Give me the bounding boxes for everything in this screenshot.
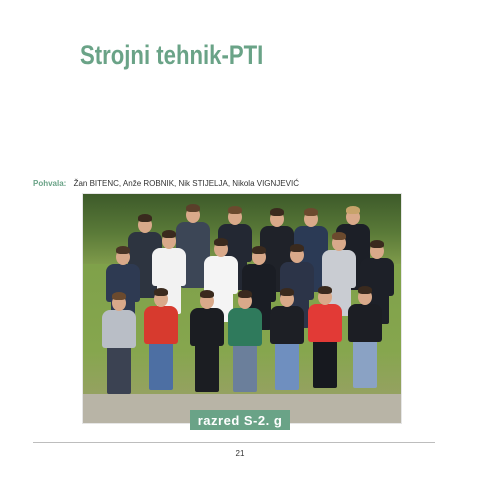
page-title: Strojni tehnik-PTI — [80, 40, 264, 70]
footer-rule — [33, 442, 435, 443]
student-hair — [162, 230, 176, 238]
student-legs — [107, 346, 131, 394]
class-photo — [82, 193, 402, 424]
student-hair — [214, 238, 228, 246]
student-legs — [353, 340, 377, 388]
student-figure — [187, 290, 227, 400]
student-legs — [313, 340, 337, 388]
student-figure — [225, 290, 265, 400]
student-hair — [200, 290, 214, 298]
student-torso — [144, 306, 178, 344]
praise-line — [33, 179, 299, 188]
student-hair — [304, 208, 318, 216]
student-figure — [267, 288, 307, 398]
student-hair — [370, 240, 384, 248]
student-figure — [305, 286, 345, 396]
student-hair — [228, 206, 242, 214]
student-torso — [152, 248, 186, 286]
student-hair — [154, 288, 168, 296]
student-figure — [99, 292, 139, 402]
class-caption: razred S-2. g — [190, 410, 290, 430]
student-torso — [270, 306, 304, 344]
student-torso — [204, 256, 238, 294]
student-figure — [345, 286, 385, 396]
student-hair — [346, 206, 360, 214]
student-torso — [322, 250, 356, 288]
student-legs — [195, 344, 219, 392]
praise-label: Pohvala: — [33, 179, 67, 188]
student-hair — [112, 292, 126, 300]
student-hair — [252, 246, 266, 254]
student-legs — [233, 344, 257, 392]
student-hair — [290, 244, 304, 252]
student-hair — [270, 208, 284, 216]
student-hair — [186, 204, 200, 212]
student-torso — [102, 310, 136, 348]
student-hair — [318, 286, 332, 294]
student-torso — [190, 308, 224, 346]
student-hair — [138, 214, 152, 222]
student-hair — [358, 286, 372, 294]
student-hair — [238, 290, 252, 298]
student-figure — [141, 288, 181, 398]
student-torso — [308, 304, 342, 342]
student-torso — [228, 308, 262, 346]
page-number: 21 — [235, 449, 245, 458]
student-legs — [149, 342, 173, 390]
student-hair — [332, 232, 346, 240]
student-hair — [280, 288, 294, 296]
student-legs — [275, 342, 299, 390]
praise-names: Žan BITENC, Anže ROBNIK, Nik STIJELJA, Nikola VIGNJEVIĆ — [73, 179, 299, 188]
student-torso — [348, 304, 382, 342]
student-hair — [116, 246, 130, 254]
